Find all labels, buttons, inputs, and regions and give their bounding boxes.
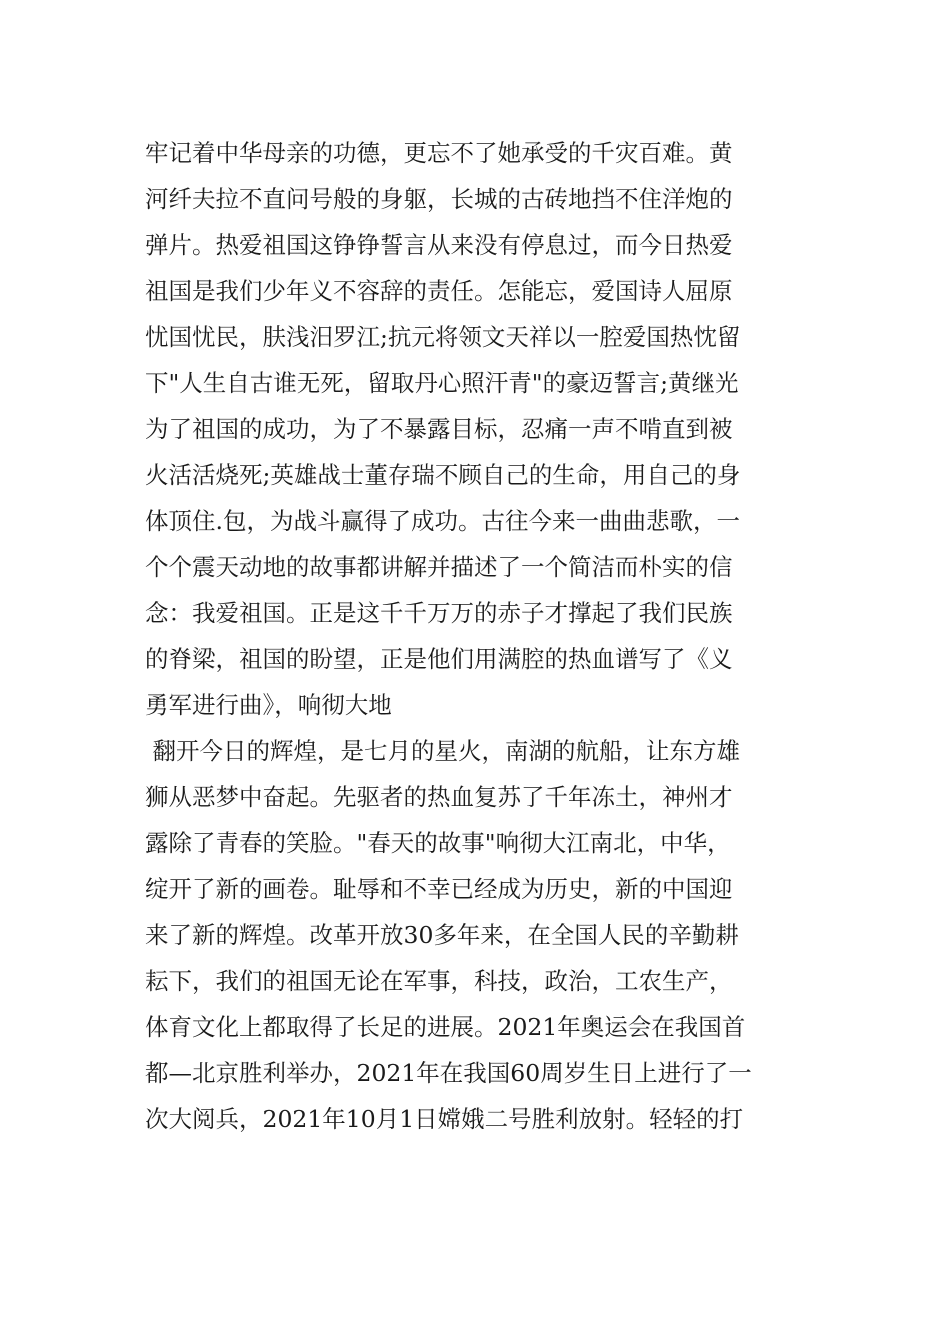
text-line: 绽开了新的画卷。耻辱和不幸已经成为历史，新的中国迎 <box>145 875 733 903</box>
text-line: 河纤夫拉不直问号般的身躯，长城的古砖地挡不住洋炮的 <box>145 185 733 213</box>
paragraph-2 <box>145 728 815 1142</box>
text-line: 祖国是我们少年义不容辞的责任。怎能忘，爱国诗人屈原 <box>145 277 733 305</box>
text-line: 勇军进行曲》，响彻大地 <box>145 691 392 719</box>
text-line: 弹片。热爱祖国这铮铮誓言从来没有停息过，而今日热爱 <box>145 231 733 259</box>
text-line: 下"人生自古谁无死，留取丹心照汗青"的豪迈誓言;黄继光 <box>145 369 739 397</box>
text-line: 体育文化上都取得了长足的进展。2021年奥运会在我国首 <box>145 1013 746 1041</box>
text-line: 忧国忧民，肤浅汨罗江;抗元将领文天祥以一腔爱国热忱留 <box>145 323 741 351</box>
text-line: 个个震天动地的故事都讲解并描述了一个简洁而朴实的信 <box>145 553 733 581</box>
text-line: 火活活烧死;英雄战士董存瑞不顾自己的生命，用自己的身 <box>145 461 741 489</box>
text-line: 耘下，我们的祖国无论在军事，科技，政治，工农生产， <box>145 967 733 995</box>
paragraph-1 <box>145 130 815 728</box>
text-line: 体顶住.包，为战斗赢得了成功。古往今来一曲曲悲歌，一 <box>145 507 740 535</box>
text-line: 翻开今日的辉煌，是七月的星火，南湖的航船，让东方雄 <box>145 737 740 765</box>
text-line: 露除了青春的笑脸。"春天的故事"响彻大江南北，中华， <box>145 829 731 857</box>
text-line: 念：我爱祖国。正是这千千万万的赤子才撑起了我们民族 <box>145 599 733 627</box>
text-line: 为了祖国的成功，为了不暴露目标，忍痛一声不啃直到被 <box>145 415 733 443</box>
text-line: 狮从恶梦中奋起。先驱者的热血复苏了千年冻土，神州才 <box>145 783 733 811</box>
text-line: 来了新的辉煌。改革开放30多年来，在全国人民的辛勤耕 <box>145 921 739 949</box>
text-line: 都—北京胜利举办，2021年在我国60周岁生日上进行了一 <box>145 1059 752 1087</box>
body-text <box>145 130 815 1142</box>
text-line: 次大阅兵，2021年10月1日嫦娥二号胜利放射。轻轻的打 <box>145 1105 744 1133</box>
text-line: 的脊梁，祖国的盼望，正是他们用满腔的热血谱写了《义 <box>145 645 733 673</box>
text-line: 牢记着中华母亲的功德，更忘不了她承受的千灾百难。黄 <box>145 139 733 167</box>
